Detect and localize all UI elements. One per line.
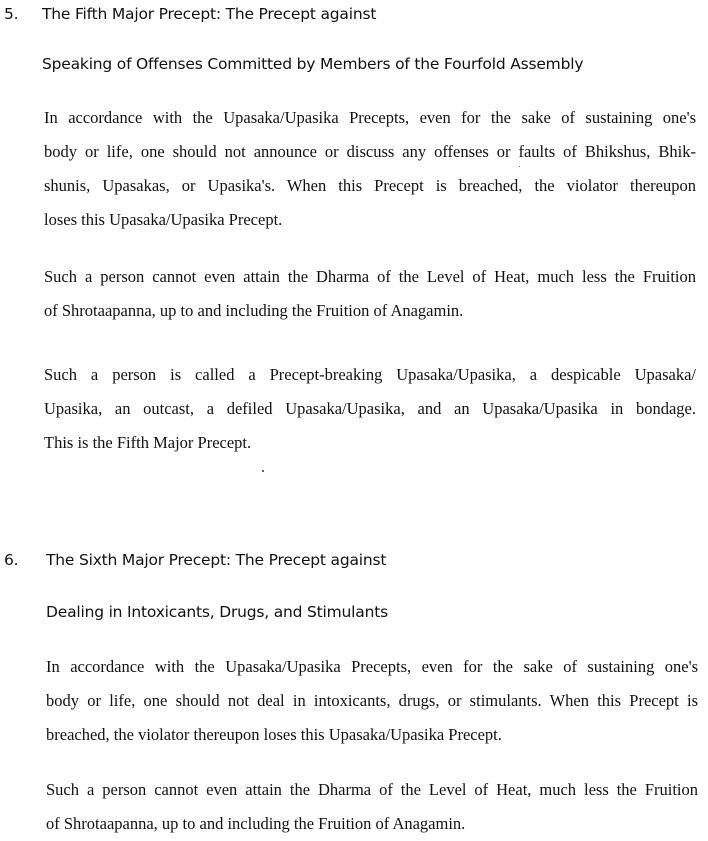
paragraph-line: Such a person cannot even attain the Dharma of the Level of Heat, much less the Fruition — [46, 780, 698, 799]
section-subtitle: Speaking of Offenses Committed by Members of the Fourfold Assembly — [42, 55, 584, 73]
section-5-heading — [0, 5, 708, 27]
section-6-paragraph-1 — [46, 650, 698, 752]
paragraph-line: Such a person cannot even attain the Dharma of the Level of Heat, much less the Fruition — [44, 267, 696, 286]
section-5-paragraph-1 — [44, 101, 696, 237]
section-6-paragraph-2 — [46, 773, 698, 841]
section-6-subheading — [0, 603, 708, 625]
section-5-subheading — [0, 55, 708, 77]
paragraph-line: loses this Upasaka/Upasika Precept. — [44, 210, 283, 229]
section-5-paragraph-3 — [44, 358, 696, 460]
paragraph-line: Such a person is called a Precept-breaking Upasaka/Upasika, a despicable Upasaka/ — [44, 365, 696, 384]
section-number: 6. — [4, 551, 19, 569]
paragraph-line: shunis, Upasakas, or Upasika's. When this Precept is breached, the violator thereupon — [44, 176, 696, 195]
scan-speck — [519, 166, 520, 167]
section-number: 5. — [4, 5, 19, 23]
paragraph-line: of Shrotaapanna, up to and including the Fruition of Anagamin. — [46, 814, 466, 833]
paragraph-line: This is the Fifth Major Precept. — [44, 433, 252, 452]
section-subtitle: Dealing in Intoxicants, Drugs, and Stimulants — [46, 603, 388, 621]
paragraph-line: body or life, one should not announce or discuss any offenses or faults of Bhikshus, Bhik- — [44, 142, 696, 161]
paragraph-line: body or life, one should not deal in intoxicants, drugs, or stimulants. When this Precept is — [46, 691, 698, 710]
scan-speck — [262, 470, 264, 472]
section-title: The Fifth Major Precept: The Precept against — [42, 5, 377, 23]
paragraph-line: breached, the violator thereupon loses this Upasaka/Upasika Precept. — [46, 725, 502, 744]
section-5-paragraph-2 — [44, 260, 696, 328]
paragraph-line: In accordance with the Upasaka/Upasika Precepts, even for the sake of sustaining one's — [44, 108, 696, 127]
paragraph-line: Upasika, an outcast, a defiled Upasaka/Upasika, and an Upasaka/Upasika in bondage. — [44, 399, 696, 418]
paragraph-line: In accordance with the Upasaka/Upasika Precepts, even for the sake of sustaining one's — [46, 657, 698, 676]
section-6-heading — [0, 551, 708, 573]
paragraph-line: of Shrotaapanna, up to and including the Fruition of Anagamin. — [44, 301, 464, 320]
section-title: The Sixth Major Precept: The Precept against — [46, 551, 387, 569]
